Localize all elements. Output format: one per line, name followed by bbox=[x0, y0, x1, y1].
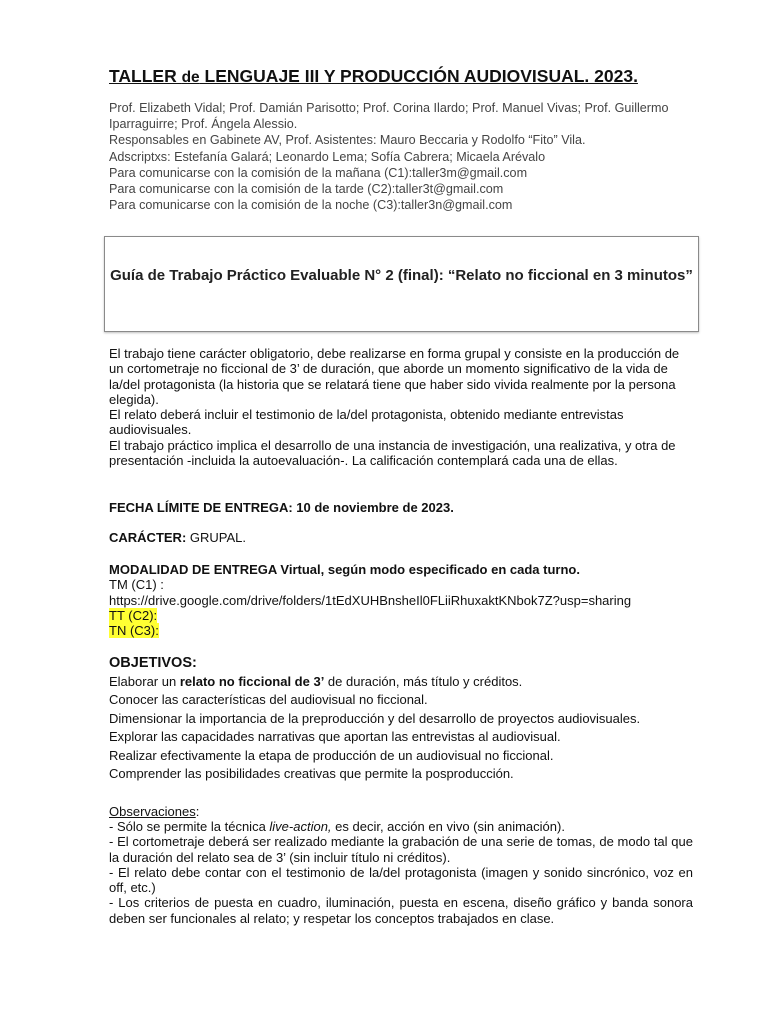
observaciones-colon: : bbox=[195, 804, 200, 819]
staff-adscriptxs: Adscriptxs: Estefanía Galará; Leonardo Lema; Sofía Cabrera; Micaela Arévalo bbox=[109, 149, 546, 164]
caracter-line bbox=[109, 530, 246, 545]
caracter-label: CARÁCTER: bbox=[109, 530, 187, 545]
observacion-item bbox=[109, 819, 693, 834]
observacion-italic: live-action, bbox=[269, 819, 332, 834]
document-title bbox=[109, 66, 638, 87]
tm-label: TM (C1) : bbox=[109, 577, 164, 592]
staff-assistants: Responsables en Gabinete AV, Prof. Asistentes: Mauro Beccaria y Rodolfo “Fito” Vila. bbox=[109, 133, 586, 148]
intro-section bbox=[109, 346, 693, 468]
intro-paragraph-1: El trabajo tiene carácter obligatorio, debe realizarse en forma grupal y consiste en la producción de un cortometraje no ficcional de 3’ de duración, que aborde un momento significativo de la vida de la/del protagonista (la historia que se relatará tiene que haber sido vivida realmente por la persona elegida). bbox=[109, 346, 680, 407]
objetivo-item: Dimensionar la importancia de la preproducción y del desarrollo de proyectos audiovisuales. bbox=[109, 710, 641, 726]
tm-link[interactable]: https://drive.google.com/drive/folders/1tEdXUHBnsheIl0FLiiRhuxaktKNbok7Z?usp=sharing bbox=[109, 593, 632, 608]
tt-label: TT (C2): bbox=[109, 608, 158, 623]
deadline: FECHA LÍMITE DE ENTREGA: 10 de noviembre de 2023. bbox=[109, 500, 454, 515]
title-part-1: TALLER bbox=[109, 66, 182, 86]
objetivo-bold: relato no ficcional de 3’ bbox=[179, 674, 325, 689]
guide-title: Guía de Trabajo Práctico Evaluable N° 2 (final): “Relato no ficcional en 3 minutos” bbox=[110, 267, 693, 284]
objetivo-item: Realizar efectivamente la etapa de producción de un audiovisual no ficcional. bbox=[109, 747, 554, 763]
staff-professors: Prof. Elizabeth Vidal; Prof. Damián Parisotto; Prof. Corina Ilardo; Prof. Manuel Vivas; Prof. Guillermo Iparraguirre; Prof. Ángela Alessio. bbox=[109, 101, 669, 132]
objetivo-text: Elaborar un bbox=[109, 674, 180, 689]
objetivos-list bbox=[109, 673, 709, 783]
title-part-2: LENGUAJE III Y PRODUCCIÓN AUDIOVISUAL. 2023. bbox=[199, 66, 638, 86]
objetivos-title: OBJETIVOS: bbox=[109, 655, 197, 671]
observaciones-heading bbox=[109, 804, 199, 819]
intro-paragraph-3: El trabajo práctico implica el desarrollo de una instancia de investigación, una realizativa, y otra de presentación -incluida la autoevaluación-. La calificación contemplará cada una de ellas. bbox=[109, 437, 676, 469]
tn-label: TN (C3): bbox=[109, 623, 159, 638]
observaciones-title: Observaciones bbox=[109, 804, 196, 819]
caracter-value: GRUPAL. bbox=[186, 530, 246, 545]
objetivo-item: Explorar las capacidades narrativas que aportan las entrevistas al audiovisual. bbox=[109, 729, 561, 745]
objetivo-item: Comprender las posibilidades creativas que permite la posproducción. bbox=[109, 765, 514, 781]
observacion-item: - Los criterios de puesta en cuadro, iluminación, puesta en escena, diseño gráfico y banda sonora deben ser funcionales al relato; y respetar los conceptos trabajados en clase. bbox=[109, 895, 693, 926]
objetivo-item: Conocer las características del audiovisual no ficcional. bbox=[109, 692, 428, 708]
observaciones-list bbox=[109, 819, 693, 926]
contact-afternoon: Para comunicarse con la comisión de la tarde (C2):taller3t@gmail.com bbox=[109, 182, 504, 197]
observacion-item: - El cortometraje deberá ser realizado mediante la grabación de una serie de tomas, de modo tal que la duración del relato sea de 3’ (sin incluir título ni créditos). bbox=[109, 834, 693, 865]
modalidad-label: MODALIDAD DE ENTREGA Virtual, según modo especificado en cada turno. bbox=[109, 562, 580, 577]
objetivo-item bbox=[109, 673, 709, 691]
tt-line bbox=[109, 608, 157, 623]
title-de: de bbox=[181, 69, 200, 86]
contact-night: Para comunicarse con la comisión de la noche (C3):taller3n@gmail.com bbox=[109, 198, 513, 213]
staff-block bbox=[109, 100, 699, 213]
objetivo-text: de duración, más título y créditos. bbox=[324, 674, 523, 689]
guide-title-box bbox=[104, 236, 699, 332]
observacion-text: es decir, acción en vivo (sin animación). bbox=[331, 819, 565, 834]
observacion-item: - El relato debe contar con el testimonio de la/del protagonista (imagen y sonido sincrónico, voz en off, etc.) bbox=[109, 864, 693, 896]
tn-line bbox=[109, 623, 159, 638]
intro-paragraph-2: El relato deberá incluir el testimonio de la/del protagonista, obtenido mediante entrevistas audiovisuales. bbox=[109, 407, 624, 438]
contact-morning: Para comunicarse con la comisión de la mañana (C1):taller3m@gmail.com bbox=[109, 165, 528, 180]
observacion-text: - Sólo se permite la técnica bbox=[109, 819, 270, 834]
